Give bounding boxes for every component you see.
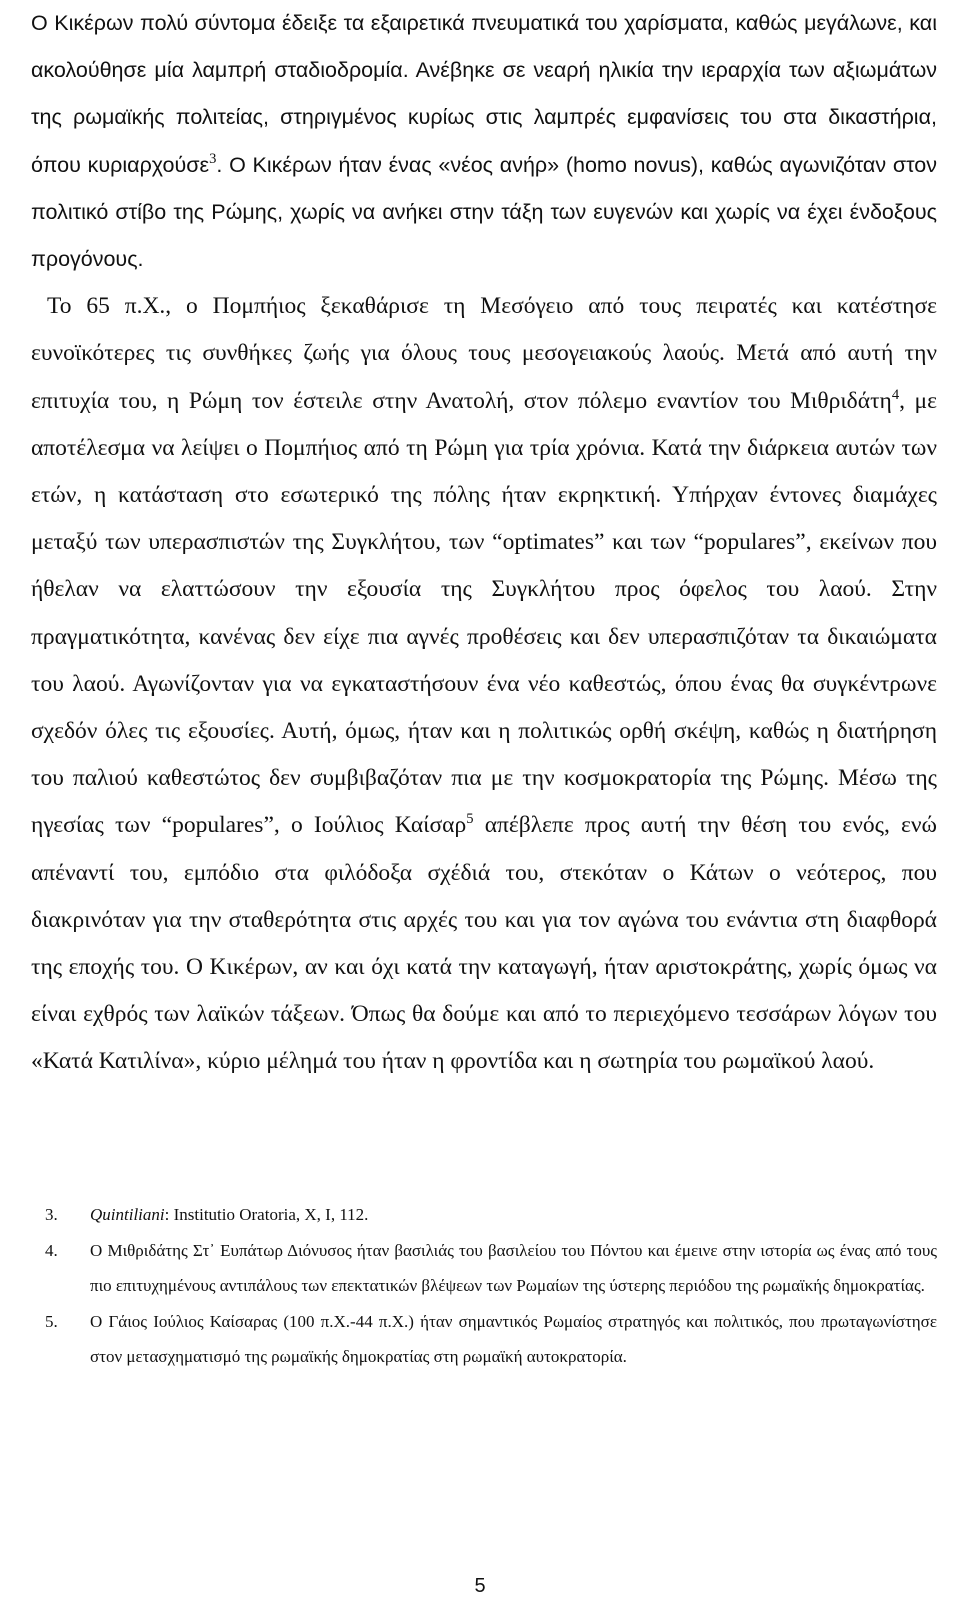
footnote-number: 3.	[45, 1205, 58, 1224]
footnote-4	[45, 1233, 937, 1304]
footnote-number: 5.	[45, 1311, 58, 1331]
page-number: 5	[474, 1575, 486, 1597]
paragraph-1-text: Ο Κικέρων πολύ σύντομα έδειξε τα εξαιρετικά πνευματικά του χαρίσματα, καθώς μεγάλωνε, και ακολούθησε μία λαμπρή σταδιοδρομία. Ανέβηκε σε νεαρή ηλικία την ιεραρχία των αξιωμάτων της ρωμαϊκής πολιτείας, στηριγμένος κυρίως στις λαμπρές εμφανίσεις του στα δικαστήρια, όπου κυριαρχούσε	[31, 11, 937, 177]
footnote-ref-4: 4	[891, 386, 900, 403]
paragraph-2-text-end: απέβλεπε προς αυτή την θέση του ενός, ενώ απέναντί του, εμπόδιο στα φιλόδοξα σχέδιά του, στεκόταν ο Κάτων ο νεότερος, που διακρινόταν για την σταθερότητα στις αρχές του και για τον αγώνα του ενάντια στη διαφθορά της εποχής του. Ο Κικέρων, αν και όχι κατά την καταγωγή, ήταν αριστοκράτης, χωρίς όμως να είναι εχθρός των λαϊκών τάξεων. Όπως θα δούμε και από το περιεχόμενο τεσσάρων λόγων του «Κατά Κατιλίνα», κύριο μέλημά του ήταν η φροντίδα και η σωτηρία του ρωμαϊκού λαού.	[31, 812, 937, 1075]
footnote-text	[90, 1197, 937, 1233]
paragraph-2-text: Το 65 π.Χ., ο Πομπήιος ξεκαθάρισε τη Μεσόγειο από τους πειρατές και κατέστησε ευνοϊκότερες τις συνθήκες ζωής για όλους τους μεσογειακούς λαούς. Μετά από αυτή την επιτυχία του, η Ρώμη τον έστειλε στην Ανατολή, στον πόλεμο εναντίον του Μιθριδάτη	[31, 293, 937, 414]
paragraph-2-text-cont: , με αποτέλεσμα να λείψει ο Πομπήιος από τη Ρώμη για τρία χρόνια. Κατά την διάρκεια αυτών των ετών, η κατάσταση στο εσωτερικό της πόλης ήταν εκρηκτική. Υπήρχαν έντονες διαμάχες μεταξύ των υπερασπιστών της Συγκλήτου, των “optimates” και των “populares”, εκείνων που ήθελαν να ελαττώσουν την εξουσία της Συγκλήτου προς όφελος του λαού. Στην πραγματικότητα, κανένας δεν είχε πια αγνές προθέσεις και δεν υπερασπιζόταν τα δικαιώματα του λαού. Αγωνίζονταν για να εγκαταστήσουν ένα νέο καθεστώς, όπου ένας θα συγκέντρωνε σχεδόν όλες τις εξουσίες. Αυτή, όμως, ήταν και η πολιτικώς ορθή σκέψη, καθώς η διατήρηση του παλιού καθεστώτος δεν συμβιβαζόταν πια με την κοσμοκρατορία της Ρώμης. Μέσω της ηγεσίας των “populares”, ο Ιούλιος Καίσαρ	[31, 387, 937, 839]
footnote-ref-5: 5	[466, 811, 474, 828]
footnotes	[45, 1197, 937, 1375]
paragraph-1-text-cont: . Ο Κικέρων ήταν ένας «νέος ανήρ» (homo novus), καθώς αγωνιζόταν στον πολιτικό στίβο της Ρώμης, χωρίς να ανήκει στην τάξη των ευγενών και χωρίς να έχει ένδοξους προγόνους.	[31, 152, 937, 272]
footnote-number: 4.	[45, 1240, 58, 1260]
footnote-text: Ο Γάιος Ιούλιος Καίσαρας (100 π.Χ.-44 π.Χ.) ήταν σημαντικός Ρωμαίος στρατηγός και πολιτικός, που πρωταγωνίστησε στον μετασχηματισμό της ρωμαϊκής δημοκρατίας στη ρωμαϊκή αυτοκρατορία.	[90, 1311, 937, 1366]
footnote-3	[45, 1197, 937, 1233]
body-text	[31, 0, 937, 1086]
footnote-ref-3: 3	[209, 150, 217, 167]
paragraph-2	[31, 283, 937, 1085]
footnote-text: Ο Μιθριδάτης Στ᾽ Ευπάτωρ Διόνυσος ήταν βασιλιάς του βασιλείου του Πόντου και έμεινε στην ιστορία ως ένας από τους πιο επιτυχημένους αντιπάλους των επεκτατικών βλέψεων των Ρωμαίων της ύστερης περιόδου της ρωμαϊκής δημοκρατίας.	[90, 1240, 937, 1295]
footnote-author: Quintiliani	[90, 1205, 165, 1224]
footnote-5	[45, 1304, 937, 1375]
footnote-citation: : Institutio Oratoria, X, I, 112.	[164, 1205, 369, 1224]
paragraph-1	[31, 0, 937, 283]
